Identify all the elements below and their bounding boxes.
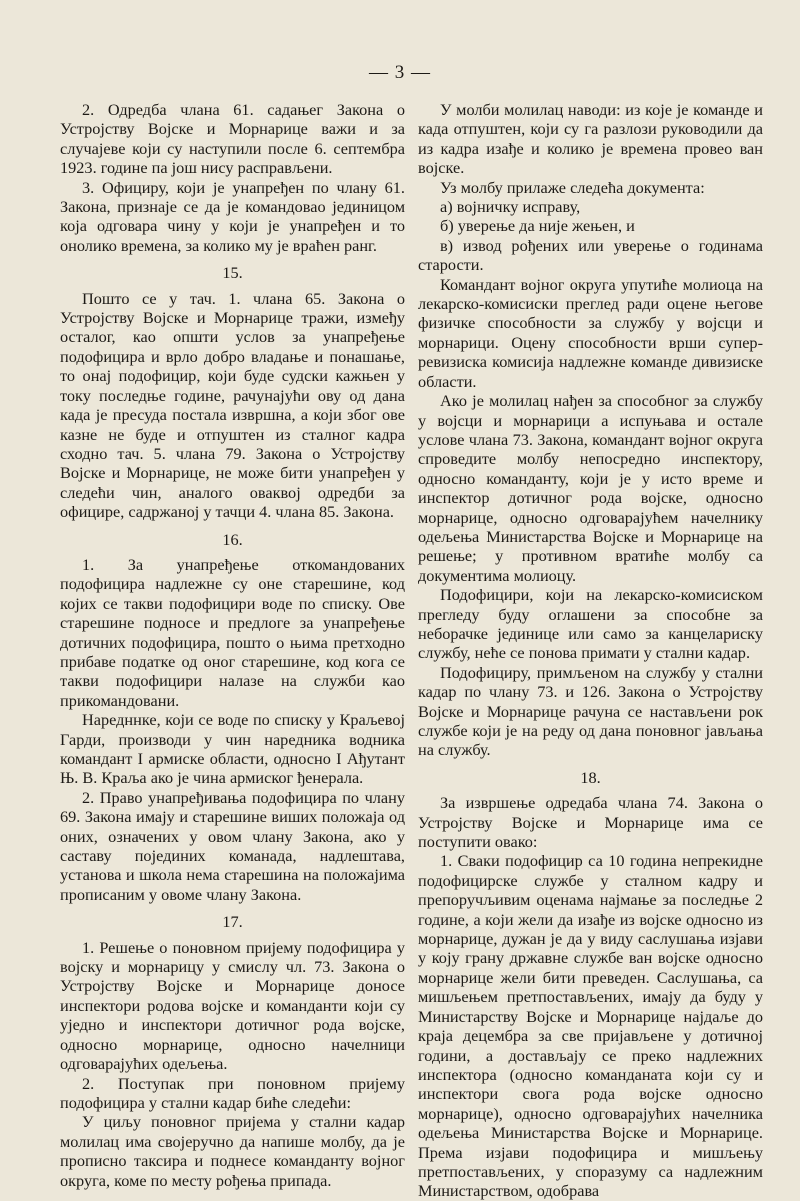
paragraph: Командант војног округа упутиће молиоца на лекарско-комисиски преглед ради оцене његове физичке способности за службу у војсци и морнарици. Оцену способности врши супер-ревизиска комисија надлежне команде дивизиске области. xyxy=(418,274,763,391)
paragraph: За извршење одредаба члана 74. Закона о Устројству Војске и Морнарице има се поступити овако: xyxy=(418,793,763,852)
paragraph: 1. За унапређење откомандованих подофицира надлежне су оне старешине, код којих се такви подофицири воде по списку. Ове старешине подносе и предлоге за унапређење дотичних подофицира, пошто о њима претходно прибаве податке од оног старешине, код кога се такви подофицири налазе на служби као прикомандовани. xyxy=(60,554,405,710)
section-number: 17. xyxy=(222,912,243,932)
left-column xyxy=(60,100,405,1190)
paragraph: 2. Право унапређивања подофицира по члану 69. Закона имају и старешине виших положаја од оних, означених у овом члану Закона, ако у саставу појединих команада, надлештава, установа и школа нема старешина на положајима прописаним у овоме члану Закона. xyxy=(60,787,405,904)
paragraph: У молби молилац наводи: из које је команде и када отпуштен, који су га разлози руководили да из кадра изађе и колико је времена провео ван војске. xyxy=(418,100,763,178)
list-item: а) војничку исправу, xyxy=(440,197,581,217)
paragraph: Наредннке, који се воде по списку у Краљевој Гарди, производи у чин наредника водника командант I армиске области, односно I Ађутант Њ. В. Краља ако је чина армиског ђенерала. xyxy=(60,710,405,788)
paragraph: Пошто се у тач. 1. члана 65. Закона о Устројству Војске и Морнарице тражи, између осталог, као општи услов за унапређење подофицира и врло добро владање и понашање, то онај подофицир, који буде судски кажњен у току последње године, рачунајући ову од дана када је пресуда постала извршна, а који због ове казне не буде и отпуштен из сталног кадра сходно тач. 5. члана 79. Закона о Устројству Војске и Морнарице, не може бити унапређен у следећи чин, аналого оваквој одредби за официре, садржаној у тачци 4. члана 85. Закона. xyxy=(60,288,405,522)
paragraph: Подофициру, примљеном на службу у стални кадар по члану 73. и 126. Закона о Устројству Војске и Морнарице рачуна се настављени рок службе који је на реду од дана поновног јављања на службу. xyxy=(418,662,763,760)
document-list xyxy=(418,197,763,275)
list-item: в) извод рођених или уверење о годинама старости. xyxy=(418,235,763,275)
paragraph: Ако је молилац нађен за способног за службу у војсци и морнарици а испуњава и остале услове члана 73. Закона, командант војног округа спроведите молбу непосредно инспектору, односно команданту, који је у исто време и инспектор дотичног рода војске, односно морнарице, односно одговарајућем начелнику одељења Министарства Војске и Морнарице на решење; у противном вратиће молбу са документима молиоцу. xyxy=(418,391,763,585)
paragraph: 1. Сваки подофицир са 10 година непрекидне подофицирске службе у сталном кадру и препоручљивим оценама најмање за последње 2 године, а који жели да изађе из војске односно из морнарице, дужан је да у виду саслушања изјави у коју грану државне службе ван војске односно морнарице жели бити преведен. Саслушања, са мишљењем претпостављених, имају да буду у Министарству Војске и Морнарице најдаље до краја децембра за све пријављене у дотичној години, а достављају се преко надлежних инспектора (односно команданата који су и инспектори свога рода војске односно морнарице), односно одговарајућих начелника одељења Министарства Војске и Морнарице. Према изјави подофицира и мишљењу претпостављених, у споразуму са надлежним Министарством, одобрава xyxy=(418,851,763,1201)
list-item: б) уверење да није жењен, и xyxy=(440,216,635,236)
section-number: 16. xyxy=(222,529,243,549)
paragraph: Подофицири, који на лекарско-комисиском прегледу буду оглашени за способне за неборачке јединице или само за канцелариску службу, неће се понова примати у стални кадар. xyxy=(418,585,763,663)
page-number: — 3 — xyxy=(369,62,431,83)
paragraph: 1. Решење о поновном пријему подофицира у војску и морнарицу у смислу чл. 73. Закона о Устројству Војске и Морнарице доносе инспектори родова војске и команданти који су уједно и инспектори дотичног рода војске, односно морнарице, односно начелници одговарајућих одељења. xyxy=(60,937,405,1074)
section-number: 18. xyxy=(580,767,601,787)
paragraph: 3. Официру, који је унапређен по члану 61. Закона, признаје се да је командовао јединицом која одговара чину у који је унапређен и то онолико времена, за колико му је враћен ранг. xyxy=(60,177,405,255)
right-column xyxy=(418,100,763,1201)
paragraph: Уз молбу прилаже следећа документа: xyxy=(440,177,705,197)
paragraph: 2. Поступак при поновном пријему подофицира у стални кадар биће следећи: xyxy=(60,1073,405,1112)
paragraph: У циљу поновног пријема у стални кадар молилац има својеручно да напише молбу, да је прописно таксира и поднесе команданту војног округа, коме по месту рођења припада. xyxy=(60,1112,405,1190)
section-number: 15. xyxy=(222,263,243,283)
paragraph: 2. Одредба члана 61. садањег Закона о Устројству Војске и Морнарице важи и за случајеве који су наступили после 6. септембра 1923. године па још нису расправљени. xyxy=(60,100,405,178)
